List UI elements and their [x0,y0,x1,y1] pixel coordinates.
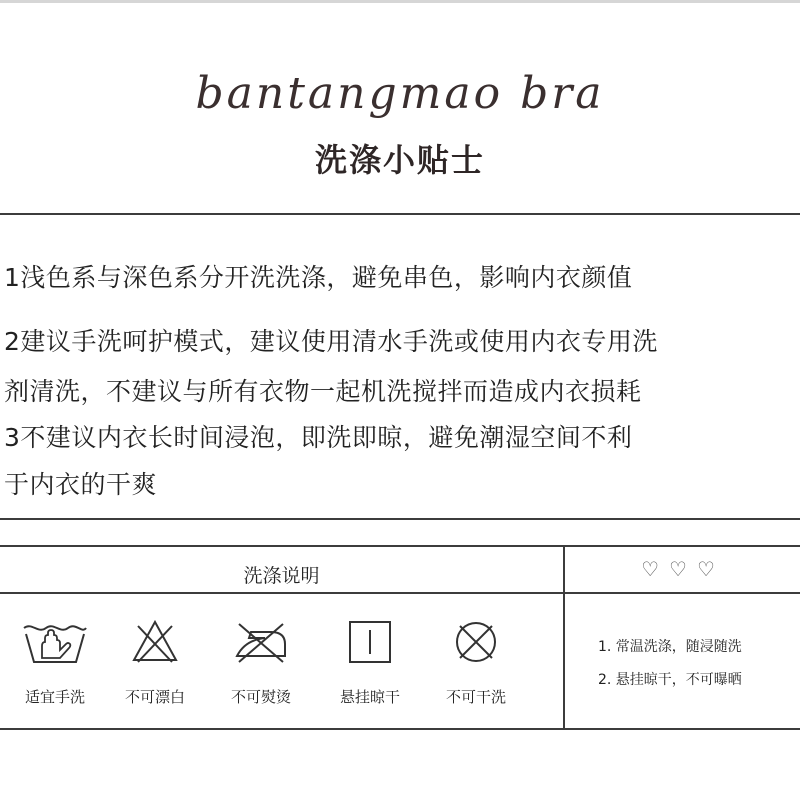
tip-line-1: 1浅色系与深色系分开洗洗涤，避免串色，影响内衣颜值 [4,263,633,292]
tip-line-3: 剂清洗，不建议与所有衣物一起机洗搅拌而造成内衣损耗 [4,377,642,406]
care-item-no-bleach [105,618,205,718]
no-iron-icon [231,618,291,666]
no-bleach-icon [130,618,180,666]
care-item-no-dry-clean [426,618,526,718]
line-dry-icon [346,618,394,666]
care-item-no-iron [211,618,311,718]
divider-tips-bottom [0,518,800,520]
care-label-no-iron: 不可熨烫 [230,688,291,706]
care-label-hand-wash: 适宜手洗 [24,688,85,706]
page-subtitle: 洗涤小贴士 [314,141,485,179]
no-dry-clean-icon [452,618,500,666]
care-item-hand-wash [5,618,105,718]
table-header-border [0,592,800,594]
care-note-2: 2. 悬挂晾干，不可曝晒 [598,672,742,688]
care-label-line-dry: 悬挂晾干 [339,688,400,706]
care-note-1: 1. 常温洗涤，随浸随洗 [598,639,742,655]
table-column-divider [563,545,565,730]
hand-wash-icon [20,618,90,666]
tip-line-2: 2建议手洗呵护模式，建议使用清水手洗或使用内衣专用洗 [4,327,658,356]
tip-line-5: 于内衣的干爽 [4,470,158,499]
hearts-decoration: ♡♡♡ [641,557,725,581]
top-border [0,0,800,3]
table-bottom-border [0,728,800,730]
divider-top [0,213,800,215]
care-label-no-bleach: 不可漂白 [124,688,185,706]
tip-line-4: 3不建议内衣长时间浸泡，即洗即晾，避免潮湿空间不利 [4,423,633,452]
care-item-line-dry [320,618,420,718]
care-label-no-dry-clean: 不可干洗 [445,688,506,706]
care-section-title: 洗涤说明 [243,565,320,587]
table-top-border [0,545,800,547]
brand-title: bantangmao bra [195,68,605,119]
